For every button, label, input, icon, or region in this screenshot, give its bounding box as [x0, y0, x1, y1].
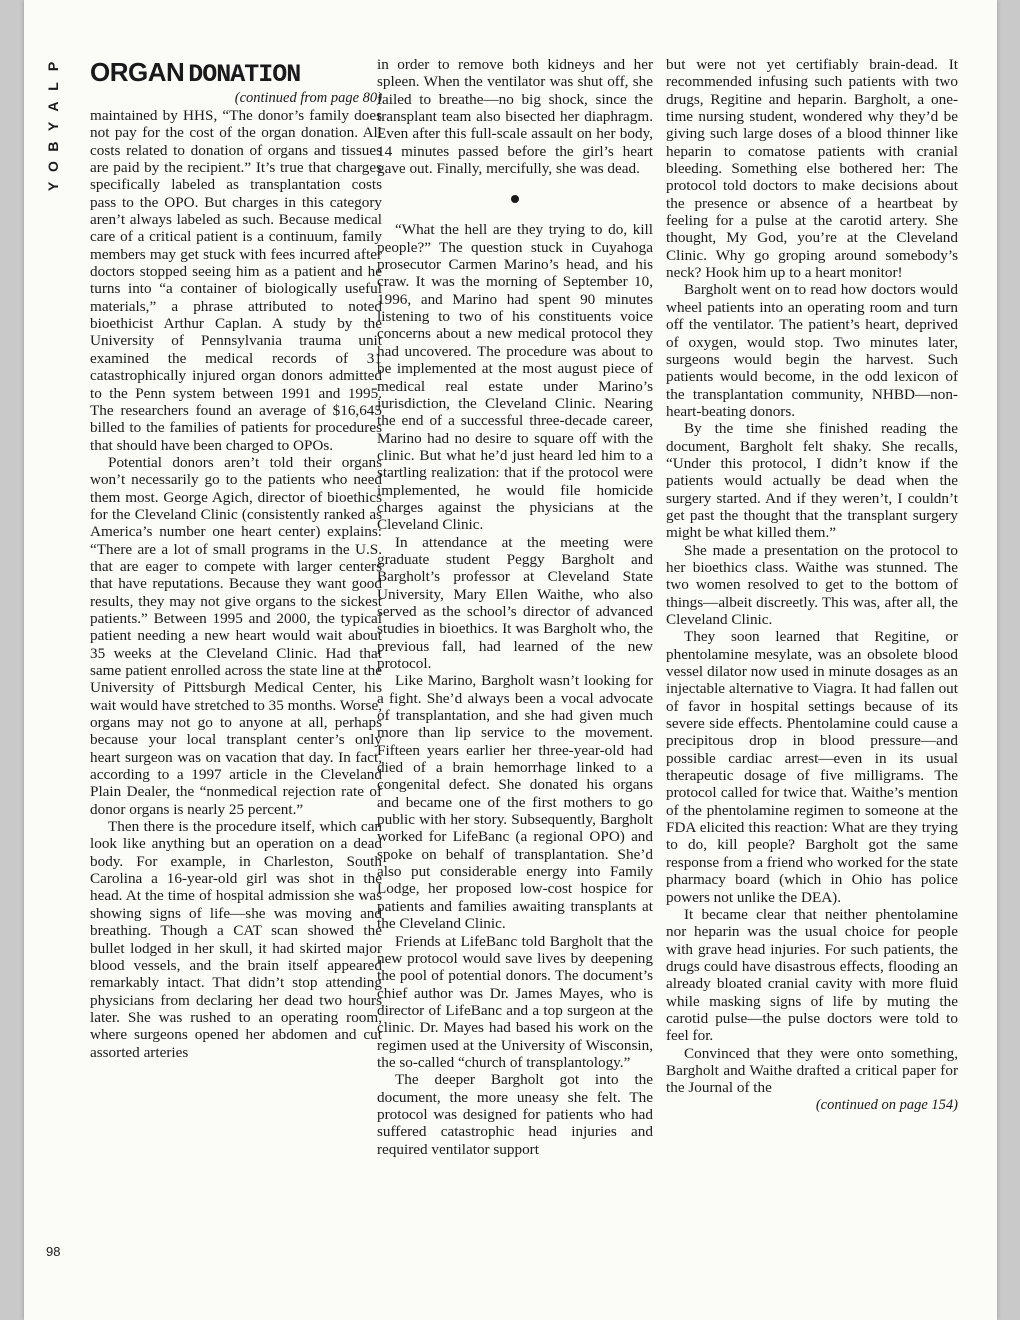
continued-on-note: (continued on page 154) — [815, 1096, 958, 1113]
paragraph: Like Marino, Bargholt wasn’t looking for a fight. She’d always been a vocal advocate of transplantation, and she had given much more than lip service to the movement. Fifteen years earlier her three-year-old had died of a brain hemorrhage linked to a congenital defect. She donated his organs and became one of the first mothers to go public with her story. Subsequently, Bargholt worked for LifeBanc (a regional OPO) and spoke on behalf of transplantation. She’d also put considerable energy into Family Lodge, her proposed low-cost hospice for patients and families awaiting transplants at the Cleveland Clinic. — [377, 672, 653, 933]
paragraph: but were not yet certifiably brain-dead. It recommended infusing such patients with two drugs, Regitine and heparin. Bargholt, a one-time nursing student, wondered why they’d be giving such large doses of a blood thinner like heparin to comatose patients with cranial bleeding. Something else bothered her: The protocol told doctors to make decisions about the presence or absence of a heartbeat by feeling for a pulse at the carotid artery. She thought, My God, you’re at the Cleveland Clinic. Why go groping around somebody’s neck? Hook him up to a heart monitor! — [666, 56, 958, 282]
paragraph: “What the hell are they trying to do, kill people?” The question stuck in Cuyahoga prosecutor Carmen Marino’s head, and his craw. It was the morning of September 10, 1996, and Marino had spent 90 minutes listening to two of his constituents voice concerns about a new medical protocol they had uncovered. The procedure was about to be implemented at the most august piece of medical real estate under Marino’s jurisdiction, the Cleveland Clinic. Nearing the end of a successful three-decade career, Marino had no desire to square off with the clinic. But what he’d just heard led him to a startling realization: that if the protocol were implemented, he would file homicide charges against the physicians at the Cleveland Clinic. — [377, 221, 653, 534]
paragraph: They soon learned that Regitine, or phentolamine mesylate, was an obsolete blood vessel dilator now used in minute dosages as an injectable alternative to Viagra. It had fallen out of favor in hospital settings because of its severe side effects. Phentolamine could cause a precipitous drop in blood pressure—and possible cardiac arrest—even in its usual therapeutic dosage of five milligrams. The protocol called for twice that. Waithe’s mention of the phentolamine regimen to someone at the FDA elicited this reaction: What are they trying to do, kill people? Bargholt got the same response from a friend who worked for the state pharmacy board (which in Ohio has police powers not unlike the DEA). — [666, 628, 958, 906]
paragraph: maintained by HHS, “The donor’s family does not pay for the cost of the organ donation. All costs related to donation of organs and tissues are paid by the recipient.” It’s true that charges specifically labeled as transplantation costs pass to the OPO. But charges in this category aren’t always labeled as such. Because medical care of a critical patient is a continuum, family members may get stuck with fees incurred after doctors stopped seeing him as a patient and he turns into “a container of biologically useful materials,” a phrase attributed to noted bioethicist Arthur Caplan. A study by the University of Pennsylvania trauma unit examined the medical records of 31 catastrophically injured organ donors admitted to the Penn system between 1991 and 1995. The researchers found an average of $16,645 billed to the families of patients for procedures that should have been charged to OPOs. — [90, 107, 382, 454]
paragraph: In attendance at the meeting were graduate student Peggy Bargholt and Bargholt’s professor at Cleveland State University, Mary Ellen Waithe, who also served as the school’s director of advanced studies in bioethics. It was Bargholt who, the previous fall, had learned of the new protocol. — [377, 533, 653, 672]
page-number: 98 — [46, 1244, 61, 1259]
section-break-bullet — [377, 185, 653, 215]
running-head-letter: B — [45, 140, 61, 152]
paragraph: The deeper Bargholt got into the document, the more uneasy she felt. The protocol was designed for patients who had suffered catastrophic head injuries and required ventilator support — [377, 1071, 653, 1158]
paragraph: Then there is the procedure itself, which can look like anything but an operation on a dead body. For example, in Charleston, South Carolina a 16-year-old girl was shot in the head. At the time of hospital admission she was showing signs of life—she was moving and breathing. Though a CAT scan showed the bullet lodged in her skull, it had skirted major blood vessels, and the brain itself appeared remarkably intact. That didn’t stop attending physicians from declaring her dead two hours later. She was rushed to an operating room, where surgeons opened her abdomen and cut assorted arteries — [90, 818, 382, 1061]
paragraph: in order to remove both kidneys and her spleen. When the ventilator was shut off, she failed to breathe—no big shock, since the transplant team also bisected her diaphragm. Even after this full-scale assault on her body, 14 minutes passed before the girl’s heart gave out. Finally, mercifully, she was dead. — [377, 56, 653, 178]
article-column-1 — [90, 56, 382, 1266]
running-head-letter: O — [45, 160, 61, 172]
running-head-letter: Y — [45, 120, 61, 132]
magazine-running-head — [45, 56, 72, 196]
paragraph: She made a presentation on the protocol to her bioethics class. Waithe was stunned. The two women resolved to get to the bottom of things—albeit discreetly. This was, after all, the Cleveland Clinic. — [666, 541, 958, 628]
paragraph: By the time she finished reading the document, Bargholt felt shaky. She recalls, “Under this protocol, I didn’t know if the patients would actually be dead when the surgery started. And if they weren’t, I couldn’t get past the thought that the transplant surgery might be what killed them.” — [666, 420, 958, 542]
paragraph: It became clear that neither phentolamine nor heparin was the usual choice for people with grave head injuries. For such patients, the drugs could have disastrous effects, flooding an already bloated cranial cavity with more fluid while masking signs of life by muting the carotid pulse—the pulse doctors were told to feel for. — [666, 905, 958, 1045]
article-column-3 — [666, 56, 958, 1266]
paragraph: Bargholt went on to read how doctors would wheel patients into an operating room and turn off the ventilator. The patient’s heart, deprived of oxygen, would stop. Two minutes later, surgeons would begin the harvest. Such patients would become, in the odd lexicon of the transplantation community, NHBD—non-heart-beating donors. — [666, 281, 958, 420]
headline-word-2: DONATION — [188, 60, 301, 89]
magazine-page — [24, 0, 997, 1320]
running-head-letter: P — [45, 60, 61, 72]
running-head-letter: Y — [45, 180, 61, 192]
article-column-2 — [377, 56, 653, 1266]
paragraph: Potential donors aren’t told their organs won’t necessarily go to the patients who need them most. George Agich, director of bioethics for the Cleveland Clinic (consistently ranked as America’s number one heart center) explains: “There are a lot of small programs in the U.S. that are eager to compete with larger centers that have reputations. Because they want good results, they may not give organs to the sickest patients.” Between 1995 and 2000, the typical patient needing a new heart would wait about 35 weeks at the Cleveland Clinic. Had that same patient enrolled across the state line at the University of Pittsburgh Medical Center, his wait would have stretched to 35 months. Worse, organs may not go to anyone at all, perhaps because your local transplant center’s only heart surgeon was on vacation that day. In fact, according to a 1997 article in the Cleveland Plain Dealer, the “nonmedical rejection rate of donor organs is nearly 25 percent.” — [90, 453, 382, 818]
continued-from-note: (continued from page 80) — [234, 90, 382, 106]
article-headline — [90, 56, 382, 90]
paragraph: Convinced that they were onto something, Bargholt and Waithe drafted a critical paper for the Journal of the — [666, 1044, 958, 1097]
paragraph: Friends at LifeBanc told Bargholt that the new protocol would save lives by deepening the pool of potential donors. The document’s chief author was Dr. James Mayes, who is director of LifeBanc and a top surgeon at the clinic. Dr. Mayes had based his work on the regimen used at the University of Wisconsin, the so-called “church of transplantology.” — [377, 932, 653, 1071]
running-head-letter: L — [45, 81, 61, 91]
headline-word-1: ORGAN — [90, 57, 185, 87]
running-head-letter: A — [45, 100, 61, 112]
